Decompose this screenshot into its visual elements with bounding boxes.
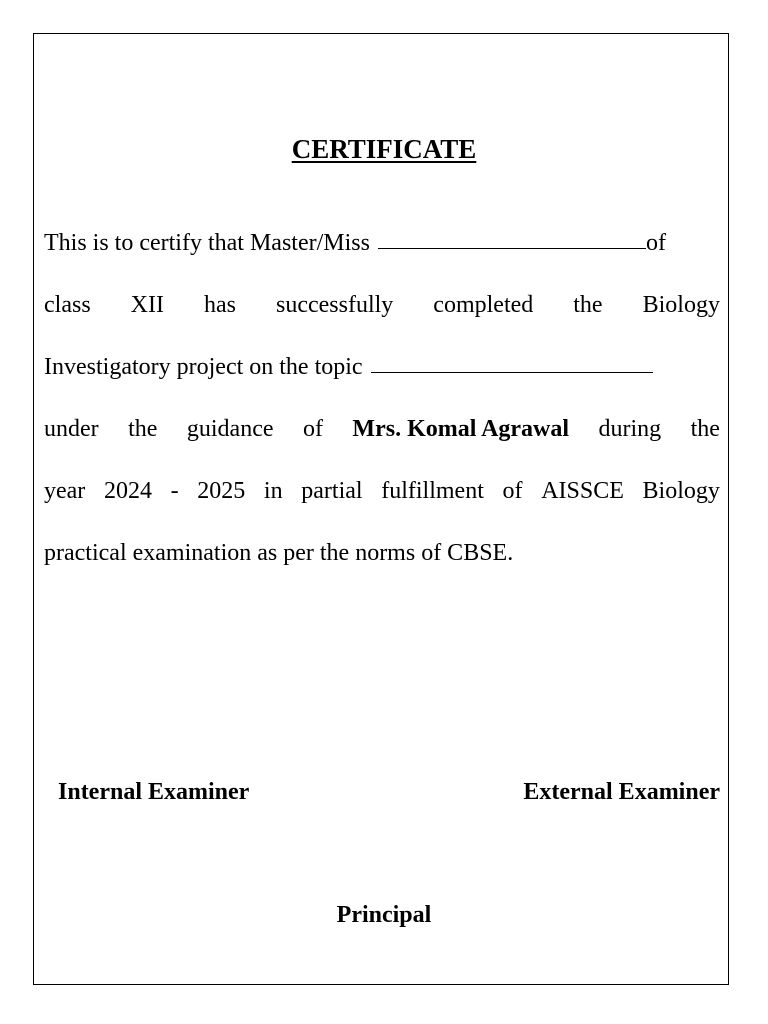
word: Biology: [642, 292, 720, 318]
certificate-title: CERTIFICATE: [291, 134, 477, 164]
external-examiner-signature: External Examiner: [523, 779, 720, 805]
word: partial: [301, 478, 363, 504]
word: Biology: [642, 478, 720, 504]
certificate-body: [44, 212, 720, 584]
word: the: [690, 416, 720, 442]
word: completed: [433, 292, 534, 318]
topic-blank: [371, 371, 653, 373]
word: fulfillment: [381, 478, 484, 504]
student-name-blank: [378, 247, 646, 249]
word: under: [44, 416, 99, 442]
word: 2025: [197, 478, 246, 504]
word: 2024: [103, 478, 152, 504]
word: class: [44, 292, 91, 318]
certify-prefix: This is to certify that Master/Miss: [44, 230, 370, 256]
word: of: [302, 416, 323, 442]
word: of: [502, 478, 523, 504]
word: the: [573, 292, 603, 318]
word: XII: [130, 292, 164, 318]
word: AISSCE: [541, 478, 624, 504]
guide-name: Mrs. Komal Agrawal: [352, 416, 570, 442]
word: guidance: [186, 416, 274, 442]
topic-prefix: Investigatory project on the topic: [44, 354, 363, 380]
body-line-3: [44, 336, 720, 398]
word: year: [44, 478, 86, 504]
word: the: [128, 416, 158, 442]
body-line-6: practical examination as per the norms of CBSE.: [44, 540, 514, 566]
internal-examiner-signature: Internal Examiner: [58, 779, 250, 805]
body-line-5: [44, 460, 720, 522]
word: during: [598, 416, 662, 442]
word: -: [170, 478, 179, 504]
body-line-2: [44, 274, 720, 336]
certify-suffix: of: [645, 230, 666, 256]
word: has: [203, 292, 236, 318]
body-line-4: [44, 398, 720, 460]
body-line-1: [44, 212, 720, 274]
principal-signature: Principal: [336, 902, 432, 928]
word: successfully: [275, 292, 394, 318]
word: in: [263, 478, 283, 504]
